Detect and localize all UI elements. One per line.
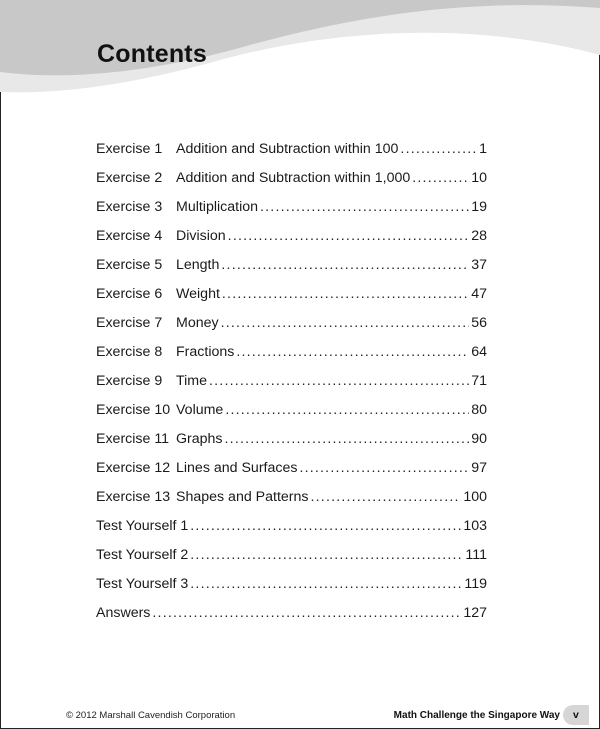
toc-entry-label: Exercise 9 — [96, 373, 163, 389]
toc-dot-leader — [222, 283, 469, 305]
toc-dot-leader — [225, 399, 469, 421]
toc-entry — [96, 341, 487, 370]
toc-entry-title: Division — [176, 228, 226, 244]
toc-entry-title: Shapes and Patterns — [176, 489, 309, 505]
toc-entry-label: Exercise 2 — [96, 170, 163, 186]
toc-entry-page-number: 100 — [463, 489, 487, 505]
toc-entry-title: Addition and Subtraction within 100 — [176, 141, 399, 157]
toc-entry-page-number: 56 — [471, 315, 487, 331]
toc-entry — [96, 196, 487, 225]
toc-entry-page-number: 90 — [471, 431, 487, 447]
toc-entry-label: Exercise 11 — [96, 431, 170, 447]
toc-entry-page-number: 47 — [471, 286, 487, 302]
toc-entry — [96, 283, 487, 312]
toc-dot-leader — [299, 457, 469, 479]
toc-entry-title: Answers — [96, 605, 151, 621]
toc-dot-leader — [190, 515, 461, 537]
toc-dot-leader — [225, 428, 470, 450]
toc-entry-page-number: 10 — [471, 170, 487, 186]
toc-dot-leader — [412, 167, 469, 189]
page-title: Contents — [97, 40, 207, 68]
toc-entry-title: Time — [176, 373, 208, 389]
toc-entry — [96, 573, 487, 602]
toc-entry — [96, 312, 487, 341]
toc-entry-title: Volume — [176, 402, 224, 418]
toc-entry-page-number: 28 — [471, 228, 487, 244]
toc-entry-page-number: 64 — [471, 344, 487, 360]
toc-entry-title: Test Yourself 1 — [96, 518, 189, 534]
toc-dot-leader — [190, 544, 463, 566]
toc-entry-label: Exercise 10 — [96, 402, 171, 418]
toc-entry-page-number: 111 — [465, 547, 487, 563]
toc-dot-leader — [152, 602, 461, 624]
table-of-contents — [96, 138, 487, 631]
toc-entry-title: Lines and Surfaces — [176, 460, 298, 476]
toc-dot-leader — [311, 486, 462, 508]
toc-entry — [96, 515, 487, 544]
toc-entry-title: Graphs — [176, 431, 223, 447]
toc-entry-label: Exercise 5 — [96, 257, 163, 273]
copyright-notice: © 2012 Marshall Cavendish Corporation — [66, 710, 236, 721]
header-wave-decoration — [0, 0, 600, 100]
toc-dot-leader — [228, 225, 470, 247]
toc-dot-leader — [236, 341, 469, 363]
toc-entry — [96, 457, 487, 486]
toc-entry — [96, 254, 487, 283]
toc-entry-label: Exercise 12 — [96, 460, 171, 476]
toc-entry-page-number: 80 — [471, 402, 487, 418]
book-title: Math Challenge the Singapore Way — [393, 710, 560, 721]
toc-entry-title: Fractions — [176, 344, 235, 360]
toc-dot-leader — [400, 138, 477, 160]
toc-entry-title: Multiplication — [176, 199, 259, 215]
toc-entry — [96, 399, 487, 428]
toc-entry-title: Length — [176, 257, 220, 273]
toc-dot-leader — [209, 370, 469, 392]
toc-entry-title: Test Yourself 3 — [96, 576, 189, 592]
page-footer — [0, 706, 600, 726]
toc-entry-page-number: 103 — [463, 518, 487, 534]
toc-dot-leader — [221, 254, 469, 276]
toc-entry-label: Exercise 13 — [96, 489, 171, 505]
toc-entry — [96, 370, 487, 399]
toc-entry-label: Exercise 1 — [96, 141, 163, 157]
toc-entry-title: Addition and Subtraction within 1,000 — [176, 170, 411, 186]
toc-entry — [96, 428, 487, 457]
toc-entry-page-number: 127 — [463, 605, 487, 621]
toc-entry-page-number: 37 — [471, 257, 487, 273]
toc-entry-title: Test Yourself 2 — [96, 547, 189, 563]
toc-entry — [96, 602, 487, 631]
toc-dot-leader — [190, 573, 462, 595]
toc-dot-leader — [260, 196, 469, 218]
toc-entry-page-number: 1 — [479, 141, 487, 157]
toc-entry — [96, 544, 487, 573]
toc-dot-leader — [221, 312, 470, 334]
toc-entry-title: Money — [176, 315, 219, 331]
toc-entry — [96, 486, 487, 515]
toc-entry-title: Weight — [176, 286, 220, 302]
page-number: v — [573, 709, 579, 721]
toc-entry — [96, 167, 487, 196]
toc-entry-label: Exercise 3 — [96, 199, 163, 215]
toc-entry-page-number: 119 — [464, 576, 487, 592]
toc-entry-label: Exercise 7 — [96, 315, 163, 331]
toc-entry-page-number: 71 — [471, 373, 487, 389]
toc-entry — [96, 138, 487, 167]
toc-entry-page-number: 19 — [471, 199, 487, 215]
toc-entry-page-number: 97 — [471, 460, 487, 476]
toc-entry-label: Exercise 8 — [96, 344, 163, 360]
toc-entry-label: Exercise 4 — [96, 228, 163, 244]
toc-entry-label: Exercise 6 — [96, 286, 163, 302]
toc-entry — [96, 225, 487, 254]
